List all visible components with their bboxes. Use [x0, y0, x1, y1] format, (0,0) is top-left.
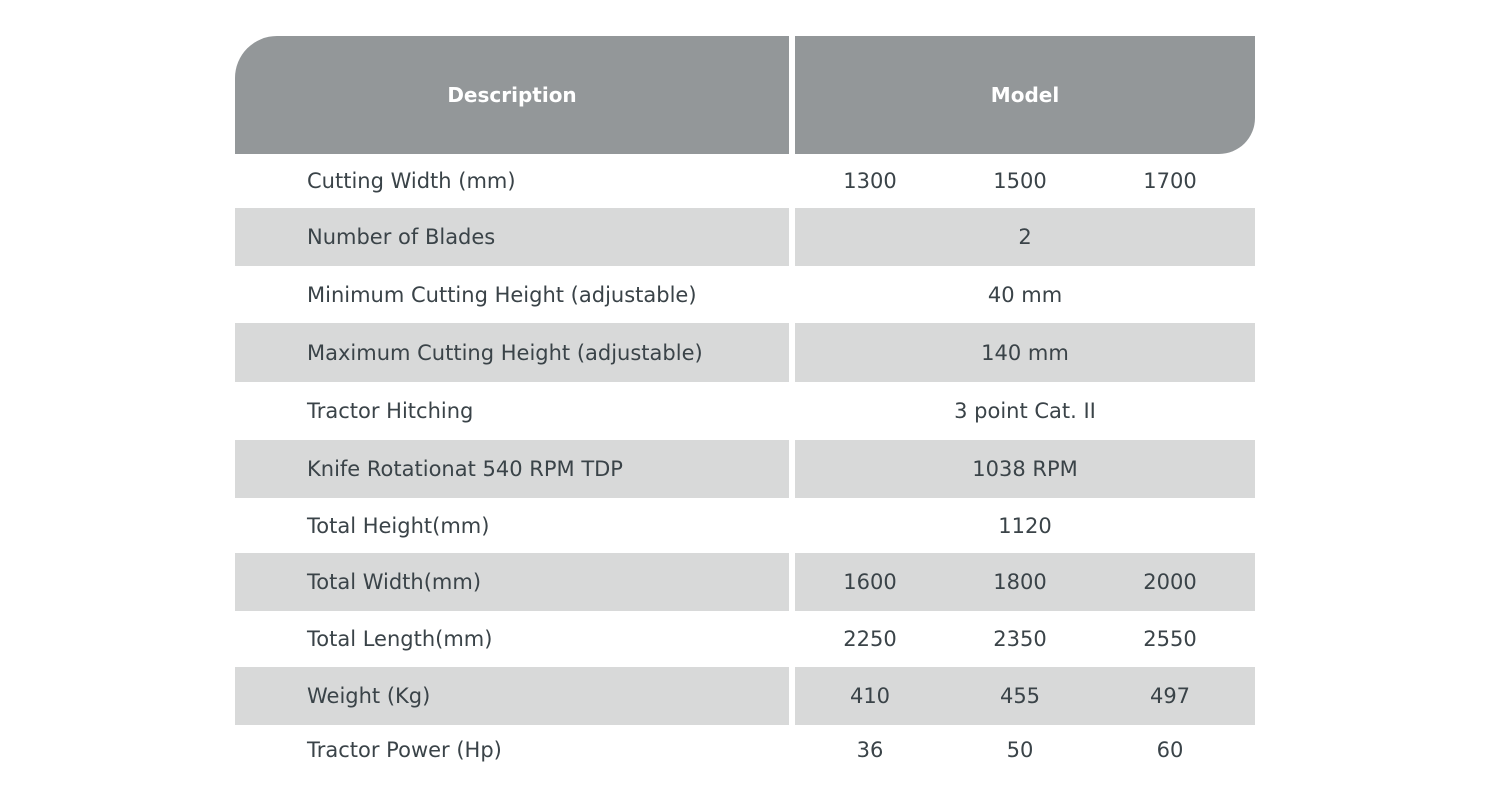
row-value: 1800	[993, 570, 1047, 594]
row-value: 50	[1006, 738, 1034, 762]
table-row	[235, 553, 1255, 611]
row-value: 497	[1149, 684, 1191, 708]
row-label: Cutting Width (mm)	[307, 169, 516, 193]
row-label: Total Length(mm)	[307, 627, 493, 651]
table-row	[235, 725, 1255, 775]
table-row	[235, 154, 1255, 208]
row-label: Tractor Power (Hp)	[307, 738, 502, 762]
table-row	[235, 323, 1255, 382]
row-value: 1700	[1143, 169, 1197, 193]
row-label: Maximum Cutting Height (adjustable)	[235, 323, 789, 382]
row-label: Total Width(mm)	[235, 553, 789, 611]
row-value: 2350	[993, 627, 1047, 651]
row-label: Number of Blades	[235, 208, 789, 266]
row-value: 1600	[843, 570, 897, 594]
row-value: 2	[1018, 225, 1032, 249]
row-value: 2250	[843, 627, 897, 651]
table-row	[235, 498, 1255, 553]
row-value: 1500	[993, 169, 1047, 193]
header-description: Description	[235, 36, 789, 154]
table-row	[235, 208, 1255, 266]
table-row	[235, 266, 1255, 323]
header-model: Model	[795, 36, 1255, 154]
row-label: Knife Rotationat 540 RPM TDP	[235, 440, 789, 498]
row-value: 2550	[1143, 627, 1197, 651]
row-value: 1120	[998, 513, 1052, 538]
table-header	[235, 36, 1255, 154]
row-value: 1038 RPM	[972, 457, 1078, 481]
row-value: 36	[856, 738, 884, 762]
table-row	[235, 440, 1255, 498]
row-value: 455	[999, 684, 1041, 708]
table-row	[235, 611, 1255, 667]
row-value: 60	[1156, 738, 1184, 762]
row-label: Tractor Hitching	[307, 399, 474, 423]
row-value: 2000	[1143, 570, 1197, 594]
row-value: 3 point Cat. II	[954, 399, 1096, 423]
table-row	[235, 667, 1255, 725]
row-value: 410	[849, 684, 891, 708]
row-value: 140 mm	[981, 340, 1069, 365]
row-value: 40 mm	[987, 282, 1063, 307]
spec-table	[235, 36, 1255, 775]
row-label: Minimum Cutting Height (adjustable)	[307, 282, 697, 307]
row-label: Total Height(mm)	[307, 513, 490, 538]
row-value: 1300	[843, 169, 897, 193]
table-row	[235, 382, 1255, 440]
row-label: Weight (Kg)	[235, 667, 789, 725]
